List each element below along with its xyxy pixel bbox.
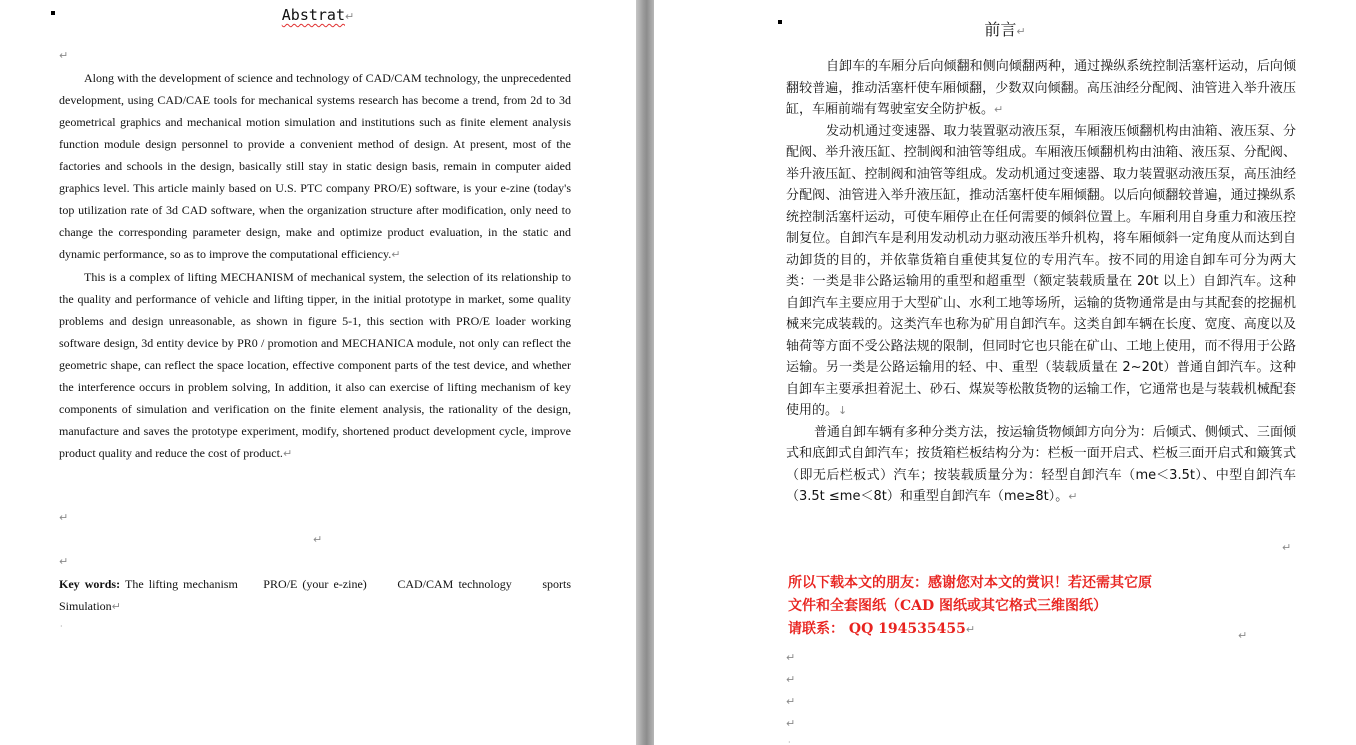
keywords-label: Key words: <box>59 577 121 591</box>
paragraph-mark-icon: ↓ <box>838 404 848 417</box>
preface-title-text: 前言 <box>984 20 1017 39</box>
contact-line-2: 文件和全套图纸（CAD 图纸或其它格式三维图纸） <box>788 598 1108 614</box>
end-mark-icon: · <box>60 622 63 631</box>
paragraph-mark-icon: ↵ <box>59 511 69 524</box>
abstract-page[interactable] <box>0 0 636 745</box>
page-gutter <box>636 0 654 745</box>
paragraph-mark-icon: ↵ <box>1282 541 1292 554</box>
paragraph-mark-icon: ↵ <box>59 555 69 568</box>
paragraph-mark-icon: ↵ <box>786 717 796 730</box>
paragraph-mark-icon: ↵ <box>391 248 401 261</box>
paragraph-mark-icon: ↵ <box>1068 490 1078 503</box>
preface-paragraph-1 <box>786 56 1296 121</box>
preface-paragraph-2-text: 发动机通过变速器、取力装置驱动液压泵，车厢液压倾翻机构由油箱、液压泵、分配阀、举升液压缸、控制阀和油管等组成。车厢液压倾翻机构由油箱、液压泵、分配阀、举升液压缸、控制阀和油管等组成。发动机通过变速器、取力装置驱动液压泵，高压油经分配阀、油管进入举升液压缸，推动活塞杆使车厢倾翻。以后向倾翻较普遍，通过操纵系统控制活塞杆运动，可使车厢停止在任何需要的倾斜位置上。车厢利用自身重力和液压控制复位。自卸汽车是利用发动机动力驱动液压举升机构，将车厢倾斜一定角度从而达到自动卸货的目的，并依靠货箱自重使其复位的专用汽车。按不同的用途自卸车可分为两大类：一类是非公路运输用的重型和超重型（额定装载质量在 20t 以上）自卸汽车。这种自卸汽车主要应用于大型矿山、水利工地等场所，运输的货物通常是由与其配套的挖掘机械来完成装载的。这类汽车也称为矿用自卸汽车。这类自卸车辆在长度、宽度、高度以及轴荷等方面不受公路法规的限制，但同时它也只能在矿山、工地上使用，而不得用于公路运输。另一类是公路运输用的轻、中、重型（装载质量在 2~20t）普通自卸汽车。这种自卸车主要承担着泥土、砂石、煤炭等松散货物的运输工作，它通常也是与装载机械配套使用的。 <box>786 123 1296 418</box>
paragraph-mark-icon: ↵ <box>786 673 796 686</box>
paragraph-mark-icon: ↵ <box>345 10 355 23</box>
preface-page[interactable] <box>654 0 1356 745</box>
end-mark-icon: · <box>788 738 791 745</box>
keywords-text: The lifting mechanism PRO/E (your e-zine) CAD/CAM technology sports Simulation <box>59 577 574 613</box>
paragraph-mark-icon: ↵ <box>313 533 323 546</box>
abstract-paragraph-2-text: This is a complex of lifting MECHANISM of mechanical system, the selection of its relationship to the quality and performance of vehicle and lifting tipper, in the initial prototype in market, some quality problems and design unreasonable, as shown in figure 5-1, this section with PRO/E loader working software design, 3d entity device by PR0 / promotion and MECHANICA module, not only can reflect the geometric shape, can reflect the space location, effective component parts of the test device, and whether the interference occurs in problem solving, In addition, it also can exercise of lifting mechanism of key components of simulation and verification on the finite element analysis, the rationality of the design, manufacture and saves the prototype experiment, modify, shortened product development cycle, improve product quality and reduce the cost of product. <box>59 270 571 460</box>
abstract-body <box>59 67 571 465</box>
preface-title <box>654 17 1356 40</box>
keywords <box>59 573 574 618</box>
contact-line-3-text: 请联系： QQ 194535455 <box>788 621 966 637</box>
paragraph-mark-icon: ↵ <box>965 623 976 636</box>
paragraph-mark-icon: ↵ <box>786 695 796 708</box>
abstract-paragraph-1-text: Along with the development of science and technology of CAD/CAM technology, the unprecedented development, using CAD/CAE tools for mechanical systems research has become a trend, from 2d to 3d geometrical graphics and mechanical motion simulation and institutions such as finite element analysis function module design personnel to provide a convenient method of design. At present, most of the factories and schools in the design, basically still stay in static design basis, remain in computer aided graphics level. This article mainly based on U.S. PTC company PRO/E) software, is your e-zine (today's top utilization rate of 3d CAD software, when the organization structure after modification, only need to change the corresponding parameter design, make and optimize product evaluation, in the static and dynamic performance, so as to improve the computational efficiency. <box>59 71 571 261</box>
paragraph-mark-icon: ↵ <box>994 103 1004 116</box>
contact-line-3 <box>788 618 1308 641</box>
preface-paragraph-2 <box>786 121 1296 422</box>
paragraph-mark-icon: ↵ <box>786 651 796 664</box>
abstract-paragraph-2 <box>59 266 571 465</box>
preface-body <box>786 56 1296 508</box>
abstract-title-text: Abstrat <box>281 6 345 24</box>
paragraph-mark-icon: ↵ <box>1016 25 1026 38</box>
abstract-paragraph-1 <box>59 67 571 266</box>
paragraph-mark-icon: ↵ <box>1238 629 1248 642</box>
paragraph-mark-icon: ↵ <box>111 600 121 613</box>
paragraph-mark-icon: ↵ <box>59 49 69 62</box>
paragraph-mark-icon: ↵ <box>282 447 293 460</box>
preface-paragraph-1-text: 自卸车的车厢分后向倾翻和侧向倾翻两种，通过操纵系统控制活塞杆运动，后向倾翻较普遍，推动活塞杆使车厢倾翻，少数双向倾翻。高压油经分配阀、油管进入举升液压缸，车厢前端有驾驶室安全防护板。 <box>786 59 1296 117</box>
preface-paragraph-3-text: 普通自卸车辆有多种分类方法，按运输货物倾卸方向分为：后倾式、侧倾式、三面倾式和底卸式自卸汽车；按货箱栏板结构分为：栏板一面开启式、栏板三面开启式和簸箕式（即无后栏板式）汽车；按装载质量分为：轻型自卸汽车（me＜3.5t）、中型自卸汽车（3.5t ≤me＜8t）和重型自卸汽车（me≥8t）。 <box>786 424 1296 504</box>
contact-notice <box>788 572 1308 641</box>
abstract-title <box>0 6 636 24</box>
contact-line-1: 所以下载本文的朋友：感谢您对本文的赏识！若还需其它原 <box>788 575 1152 591</box>
preface-paragraph-3 <box>786 422 1296 508</box>
